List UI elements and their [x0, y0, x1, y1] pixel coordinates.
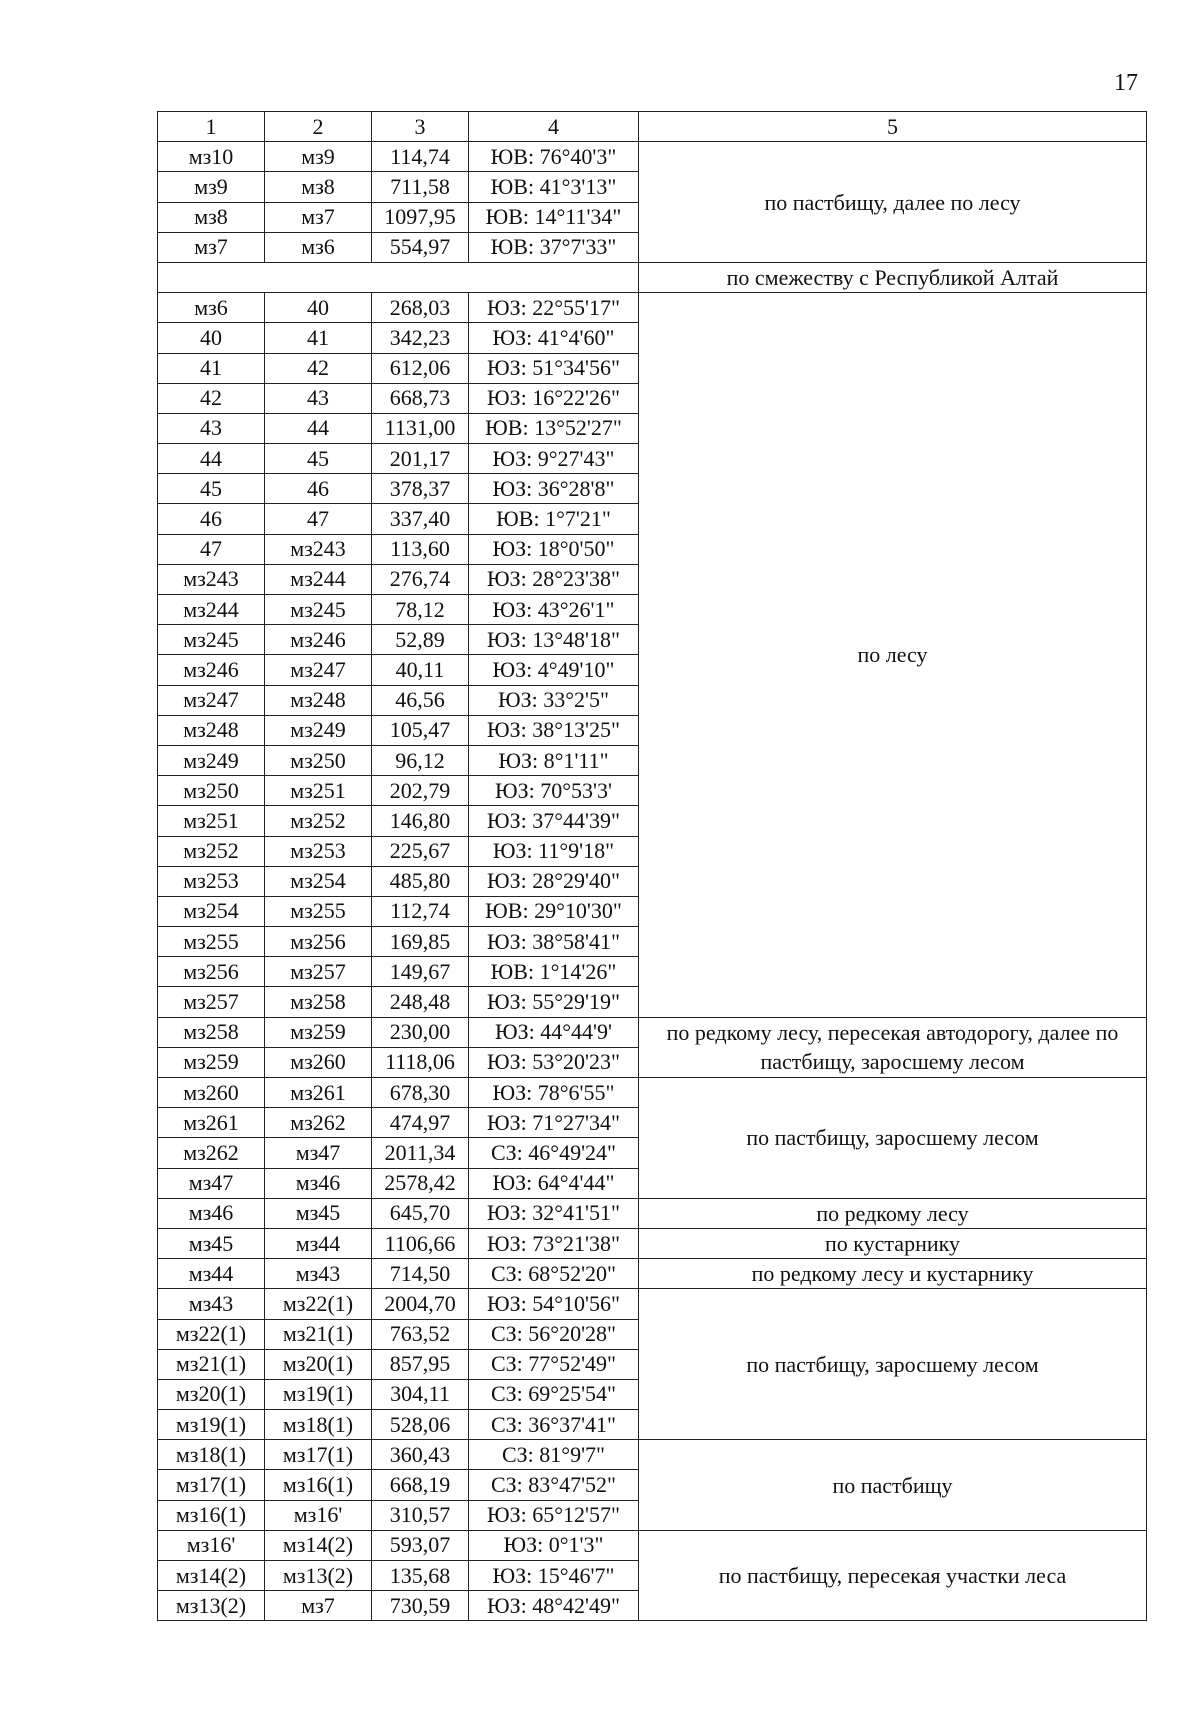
point-to-cell: мз43: [265, 1259, 372, 1289]
distance-cell: 342,23: [372, 323, 469, 353]
direction-cell: ЮЗ: 70°53'3': [469, 776, 639, 806]
point-from-cell: мз247: [158, 685, 265, 715]
point-to-cell: мз260: [265, 1047, 372, 1077]
distance-cell: 554,97: [372, 232, 469, 262]
description-cell: по смежеству с Республикой Алтай: [639, 262, 1147, 292]
direction-cell: СЗ: 36°37'41": [469, 1410, 639, 1440]
direction-cell: ЮЗ: 28°29'40": [469, 866, 639, 896]
direction-cell: ЮВ: 1°7'21": [469, 504, 639, 534]
direction-cell: ЮЗ: 15°46'7": [469, 1561, 639, 1591]
point-from-cell: мз249: [158, 745, 265, 775]
direction-cell: ЮВ: 1°14'26": [469, 957, 639, 987]
direction-cell: ЮВ: 14°11'34": [469, 202, 639, 232]
distance-cell: 149,67: [372, 957, 469, 987]
point-to-cell: мз44: [265, 1228, 372, 1258]
point-to-cell: мз14(2): [265, 1530, 372, 1560]
direction-cell: ЮЗ: 11°9'18": [469, 836, 639, 866]
direction-cell: ЮЗ: 53°20'23": [469, 1047, 639, 1077]
point-to-cell: мз8: [265, 172, 372, 202]
direction-cell: ЮВ: 37°7'33": [469, 232, 639, 262]
direction-cell: ЮЗ: 28°23'38": [469, 564, 639, 594]
direction-cell: ЮЗ: 65°12'57": [469, 1500, 639, 1530]
point-from-cell: мз21(1): [158, 1349, 265, 1379]
distance-cell: 169,85: [372, 927, 469, 957]
direction-cell: ЮЗ: 64°4'44": [469, 1168, 639, 1198]
direction-cell: ЮЗ: 51°34'56": [469, 353, 639, 383]
point-from-cell: мз45: [158, 1228, 265, 1258]
distance-cell: 645,70: [372, 1198, 469, 1228]
point-to-cell: мз47: [265, 1138, 372, 1168]
point-from-cell: мз16': [158, 1530, 265, 1560]
direction-cell: СЗ: 69°25'54": [469, 1379, 639, 1409]
point-from-cell: 44: [158, 444, 265, 474]
distance-cell: 113,60: [372, 534, 469, 564]
header-cell-5: 5: [639, 112, 1147, 142]
point-to-cell: 43: [265, 383, 372, 413]
distance-cell: 248,48: [372, 987, 469, 1017]
distance-cell: 268,03: [372, 293, 469, 323]
description-cell: по редкому лесу: [639, 1198, 1147, 1228]
point-from-cell: 40: [158, 323, 265, 353]
distance-cell: 52,89: [372, 625, 469, 655]
point-from-cell: мз18(1): [158, 1440, 265, 1470]
point-from-cell: мз257: [158, 987, 265, 1017]
point-from-cell: мз258: [158, 1017, 265, 1047]
point-to-cell: мз249: [265, 715, 372, 745]
direction-cell: ЮЗ: 71°27'34": [469, 1108, 639, 1138]
table-body: [158, 112, 1147, 1621]
point-from-cell: 46: [158, 504, 265, 534]
distance-cell: 2011,34: [372, 1138, 469, 1168]
point-to-cell: мз254: [265, 866, 372, 896]
table-row: [158, 1017, 1147, 1047]
distance-cell: 304,11: [372, 1379, 469, 1409]
direction-cell: ЮЗ: 44°44'9': [469, 1017, 639, 1047]
description-cell: по пастбищу: [639, 1440, 1147, 1531]
point-to-cell: мз259: [265, 1017, 372, 1047]
table-row: [158, 1198, 1147, 1228]
point-from-cell: мз244: [158, 595, 265, 625]
header-row: [158, 112, 1147, 142]
distance-cell: 310,57: [372, 1500, 469, 1530]
point-to-cell: мз255: [265, 896, 372, 926]
distance-cell: 711,58: [372, 172, 469, 202]
point-from-cell: мз253: [158, 866, 265, 896]
description-cell: по редкому лесу, пересекая автодорогу, далее по пастбищу, заросшему лесом: [639, 1017, 1147, 1077]
point-from-cell: 47: [158, 534, 265, 564]
distance-cell: 202,79: [372, 776, 469, 806]
direction-cell: ЮЗ: 43°26'1": [469, 595, 639, 625]
boundary-table: [157, 111, 1147, 1621]
point-from-cell: мз262: [158, 1138, 265, 1168]
point-to-cell: 46: [265, 474, 372, 504]
distance-cell: 105,47: [372, 715, 469, 745]
direction-cell: ЮВ: 76°40'3": [469, 142, 639, 172]
point-to-cell: мз250: [265, 745, 372, 775]
direction-cell: ЮВ: 41°3'13": [469, 172, 639, 202]
distance-cell: 485,80: [372, 866, 469, 896]
distance-cell: 857,95: [372, 1349, 469, 1379]
point-from-cell: 45: [158, 474, 265, 504]
distance-cell: 1106,66: [372, 1228, 469, 1258]
direction-cell: ЮЗ: 8°1'11": [469, 745, 639, 775]
distance-cell: 78,12: [372, 595, 469, 625]
point-to-cell: 41: [265, 323, 372, 353]
direction-cell: ЮВ: 29°10'30": [469, 896, 639, 926]
description-cell: по лесу: [639, 293, 1147, 1018]
distance-cell: 474,97: [372, 1108, 469, 1138]
point-to-cell: мз253: [265, 836, 372, 866]
point-from-cell: мз22(1): [158, 1319, 265, 1349]
direction-cell: ЮЗ: 32°41'51": [469, 1198, 639, 1228]
point-from-cell: мз43: [158, 1289, 265, 1319]
point-to-cell: 45: [265, 444, 372, 474]
blank-cell: [158, 262, 639, 292]
point-from-cell: мз251: [158, 806, 265, 836]
header-cell-2: 2: [265, 112, 372, 142]
point-from-cell: мз20(1): [158, 1379, 265, 1409]
point-from-cell: мз19(1): [158, 1410, 265, 1440]
point-to-cell: 40: [265, 293, 372, 323]
distance-cell: 96,12: [372, 745, 469, 775]
direction-cell: СЗ: 77°52'49": [469, 1349, 639, 1379]
distance-cell: 360,43: [372, 1440, 469, 1470]
point-to-cell: мз46: [265, 1168, 372, 1198]
description-cell: по пастбищу, далее по лесу: [639, 142, 1147, 263]
distance-cell: 593,07: [372, 1530, 469, 1560]
distance-cell: 225,67: [372, 836, 469, 866]
distance-cell: 763,52: [372, 1319, 469, 1349]
distance-cell: 201,17: [372, 444, 469, 474]
distance-cell: 46,56: [372, 685, 469, 715]
distance-cell: 1097,95: [372, 202, 469, 232]
point-from-cell: мз259: [158, 1047, 265, 1077]
point-from-cell: мз7: [158, 232, 265, 262]
point-to-cell: мз17(1): [265, 1440, 372, 1470]
point-from-cell: мз47: [158, 1168, 265, 1198]
point-from-cell: мз10: [158, 142, 265, 172]
direction-cell: ЮЗ: 41°4'60": [469, 323, 639, 353]
distance-cell: 337,40: [372, 504, 469, 534]
direction-cell: ЮЗ: 48°42'49": [469, 1591, 639, 1621]
point-to-cell: мз245: [265, 595, 372, 625]
description-cell: по пастбищу, заросшему лесом: [639, 1078, 1147, 1199]
direction-cell: ЮЗ: 0°1'3": [469, 1530, 639, 1560]
table-row: [158, 1078, 1147, 1108]
point-to-cell: мз246: [265, 625, 372, 655]
point-to-cell: 44: [265, 413, 372, 443]
point-from-cell: мз252: [158, 836, 265, 866]
distance-cell: 2578,42: [372, 1168, 469, 1198]
point-from-cell: мз256: [158, 957, 265, 987]
point-from-cell: 42: [158, 383, 265, 413]
direction-cell: ЮЗ: 38°58'41": [469, 927, 639, 957]
direction-cell: ЮЗ: 4°49'10": [469, 655, 639, 685]
point-from-cell: мз255: [158, 927, 265, 957]
direction-cell: ЮЗ: 55°29'19": [469, 987, 639, 1017]
point-from-cell: мз13(2): [158, 1591, 265, 1621]
distance-cell: 276,74: [372, 564, 469, 594]
direction-cell: ЮВ: 13°52'27": [469, 413, 639, 443]
table-row: [158, 293, 1147, 323]
direction-cell: ЮЗ: 37°44'39": [469, 806, 639, 836]
header-cell-4: 4: [469, 112, 639, 142]
point-from-cell: мз9: [158, 172, 265, 202]
point-from-cell: 41: [158, 353, 265, 383]
point-to-cell: мз262: [265, 1108, 372, 1138]
point-to-cell: мз20(1): [265, 1349, 372, 1379]
distance-cell: 378,37: [372, 474, 469, 504]
point-to-cell: мз22(1): [265, 1289, 372, 1319]
direction-cell: ЮЗ: 22°55'17": [469, 293, 639, 323]
point-to-cell: мз19(1): [265, 1379, 372, 1409]
point-to-cell: мз45: [265, 1198, 372, 1228]
point-from-cell: мз14(2): [158, 1561, 265, 1591]
distance-cell: 1131,00: [372, 413, 469, 443]
distance-cell: 612,06: [372, 353, 469, 383]
direction-cell: ЮЗ: 33°2'5": [469, 685, 639, 715]
point-to-cell: 42: [265, 353, 372, 383]
point-to-cell: мз247: [265, 655, 372, 685]
point-from-cell: мз44: [158, 1259, 265, 1289]
distance-cell: 2004,70: [372, 1289, 469, 1319]
table-row: [158, 1440, 1147, 1470]
distance-cell: 730,59: [372, 1591, 469, 1621]
point-to-cell: мз16(1): [265, 1470, 372, 1500]
point-to-cell: мз13(2): [265, 1561, 372, 1591]
point-to-cell: мз256: [265, 927, 372, 957]
point-from-cell: мз46: [158, 1198, 265, 1228]
distance-cell: 714,50: [372, 1259, 469, 1289]
point-from-cell: мз17(1): [158, 1470, 265, 1500]
point-to-cell: мз7: [265, 1591, 372, 1621]
point-to-cell: мз261: [265, 1078, 372, 1108]
point-to-cell: 47: [265, 504, 372, 534]
direction-cell: СЗ: 46°49'24": [469, 1138, 639, 1168]
point-from-cell: мз243: [158, 564, 265, 594]
page-number: 17: [1114, 70, 1138, 96]
point-to-cell: мз18(1): [265, 1410, 372, 1440]
direction-cell: ЮЗ: 18°0'50": [469, 534, 639, 564]
point-from-cell: мз8: [158, 202, 265, 232]
distance-cell: 112,74: [372, 896, 469, 926]
point-from-cell: мз245: [158, 625, 265, 655]
description-cell: по редкому лесу и кустарнику: [639, 1259, 1147, 1289]
distance-cell: 40,11: [372, 655, 469, 685]
point-from-cell: 43: [158, 413, 265, 443]
distance-cell: 528,06: [372, 1410, 469, 1440]
table-row: [158, 1530, 1147, 1560]
distance-cell: 146,80: [372, 806, 469, 836]
distance-cell: 135,68: [372, 1561, 469, 1591]
table-row: [158, 1259, 1147, 1289]
distance-cell: 678,30: [372, 1078, 469, 1108]
description-cell: по пастбищу, пересекая участки леса: [639, 1530, 1147, 1621]
direction-cell: СЗ: 81°9'7": [469, 1440, 639, 1470]
direction-cell: ЮЗ: 13°48'18": [469, 625, 639, 655]
direction-cell: ЮЗ: 9°27'43": [469, 444, 639, 474]
point-to-cell: мз7: [265, 202, 372, 232]
point-to-cell: мз258: [265, 987, 372, 1017]
distance-cell: 668,19: [372, 1470, 469, 1500]
point-from-cell: мз261: [158, 1108, 265, 1138]
point-to-cell: мз257: [265, 957, 372, 987]
distance-cell: 230,00: [372, 1017, 469, 1047]
table-row: [158, 1289, 1147, 1319]
header-cell-1: 1: [158, 112, 265, 142]
point-to-cell: мз21(1): [265, 1319, 372, 1349]
header-cell-3: 3: [372, 112, 469, 142]
point-to-cell: мз16': [265, 1500, 372, 1530]
direction-cell: ЮЗ: 54°10'56": [469, 1289, 639, 1319]
distance-cell: 668,73: [372, 383, 469, 413]
direction-cell: СЗ: 68°52'20": [469, 1259, 639, 1289]
point-from-cell: мз260: [158, 1078, 265, 1108]
table-row: [158, 142, 1147, 172]
description-cell: по пастбищу, заросшему лесом: [639, 1289, 1147, 1440]
point-to-cell: мз244: [265, 564, 372, 594]
point-from-cell: мз248: [158, 715, 265, 745]
table-row: [158, 1228, 1147, 1258]
point-from-cell: мз254: [158, 896, 265, 926]
point-from-cell: мз246: [158, 655, 265, 685]
description-cell: по кустарнику: [639, 1228, 1147, 1258]
point-to-cell: мз243: [265, 534, 372, 564]
direction-cell: СЗ: 56°20'28": [469, 1319, 639, 1349]
direction-cell: ЮЗ: 73°21'38": [469, 1228, 639, 1258]
direction-cell: ЮЗ: 16°22'26": [469, 383, 639, 413]
table-row: [158, 262, 1147, 292]
direction-cell: ЮЗ: 36°28'8": [469, 474, 639, 504]
distance-cell: 114,74: [372, 142, 469, 172]
point-to-cell: мз252: [265, 806, 372, 836]
point-to-cell: мз248: [265, 685, 372, 715]
direction-cell: СЗ: 83°47'52": [469, 1470, 639, 1500]
point-from-cell: мз16(1): [158, 1500, 265, 1530]
direction-cell: ЮЗ: 78°6'55": [469, 1078, 639, 1108]
point-to-cell: мз9: [265, 142, 372, 172]
point-from-cell: мз6: [158, 293, 265, 323]
distance-cell: 1118,06: [372, 1047, 469, 1077]
point-to-cell: мз6: [265, 232, 372, 262]
point-from-cell: мз250: [158, 776, 265, 806]
direction-cell: ЮЗ: 38°13'25": [469, 715, 639, 745]
point-to-cell: мз251: [265, 776, 372, 806]
